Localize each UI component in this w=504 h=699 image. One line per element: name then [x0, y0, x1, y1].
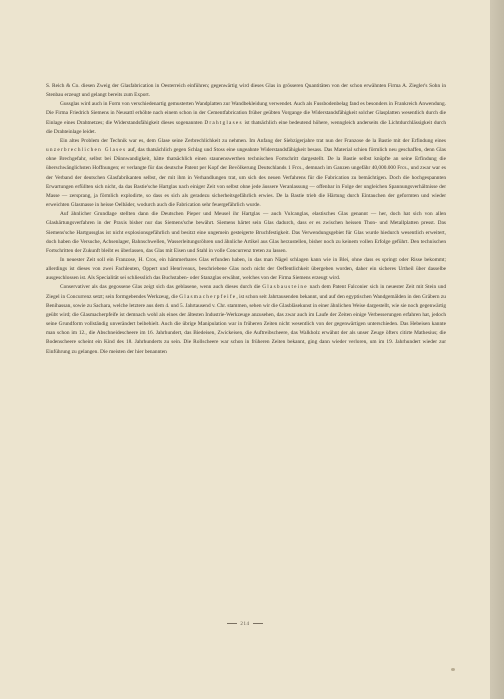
paragraph	[46, 283, 446, 356]
paragraph	[46, 256, 446, 283]
text-run: Auf ähnlicher Grundlage stellten dann die Deutschen Pieper und Meusel ihr Hartglas — auch Vulcanglas, elastisches Glas genannt — her, doch hat sich von allen Glashärtungsverfahren in der Praxis bisher nur das Siemens'sche bewährt. Siemens härtet sein Glas dadurch, dass er es zwischen heissen Thon- und Metallplatten presst. Das Siemens'sche Hartgussglas ist nicht explosionsgefährlich und besitzt eine ungemein gesteigerte Bruchfestigkeit. Das Verwendungsgebiet für Glas wurde hiedurch wesentlich erweitert, doch haben die Versuche, Achsenlager, Bahnschwellen, Wasserleitungsröhren und ähnliche Artikel aus Glas herzustellen, bisher noch zu keinem vollen Erfolge geführt. Den technischen Fortschritten der Zukunft bleibt es überlassen, das Glas mit Eisen und Stahl in volle Concurrenz treten zu lassen.	[46, 211, 446, 254]
footer-dash-right	[253, 623, 263, 624]
page-edge	[490, 0, 504, 699]
text-run: In neuester Zeit soll ein Franzose, H. Cros, ein hämmerbares Glas erfunden haben, in das man Nägel schlagen kann wie in Blei, ohne dass es springt oder Risse bekommt; allerdings ist dieses von zwei Fachleuten, Oppert und Henriveaux, beschriebene Glas noch nicht der Oeffentlichkeit übergeben worden, daher ein sicheres Urtheil über dasselbe ausgeschlossen ist. Als Specialität sei schliesslich das Buchstaben- oder Stanzglas erwähnt, welches von der Firma Siemens erzeugt wird.	[46, 256, 446, 282]
body-text	[46, 82, 446, 357]
text-run: Ein altes Problem der Technik war es, dem Glase seine Zerbrechlichkeit zu nehmen. Im Anfang der Siebzigerjahre trat nun der Franzose de la Bastie mit der Erfindung eines	[60, 137, 446, 144]
footer-dash-left	[227, 623, 237, 624]
paragraph	[46, 82, 446, 100]
paragraph	[46, 100, 446, 137]
text-run: , ist schon seit Jahrtausenden bekannt, und auf den egyptischen Wandgemälden in den Gräbern zu Benihassan, sowie zu Sachara, welche letztere aus dem 4. und 5. Jahrtausend v. Chr. stammen, sehen wir die Glasbläsekunst in einer ähnlichen Weise dargestellt, wie sie noch gegenwärtig geübt wird; die Glasmacherpfeife ist demnach wohl als eines der ältesten Industrie-Werkzeuge anzusehen, das zwar auch im Laufe der Zeiten einige Verbesserungen erfahren hat, jedoch seine Grundform vollständig unverändert beibehielt. Auch die übrige Manipulation war in früheren Zeiten nicht wesentlich von der gegenwärtigen unterschieden. Das Hebeisen kannte man schon im 12., die Abschneidescheere im 16. Jahrhundert, das Biedeisen, Zwickeisen, die Auftreibscheere, das Walkholz erwähnt der als unser Zeuge öfters citirte Mathesius; die Bodenscheere scheint ein Kind des 18. Jahrhunderts zu sein. Die Rollscheere war schon in früheren Zeiten bekannt, ging dann wieder verloren, um im 19. Jahrhundert wieder zur Einführung zu gelangen. Die meisten der hier benannten	[46, 293, 446, 355]
paper-spot	[451, 668, 455, 671]
text-run: ist thatsächlich eine bedeutend höhere, wenngleich anderseits die Lichtdurchlässigkeit durch die Drahteinlage leidet.	[46, 119, 446, 135]
page-number: 214	[240, 622, 250, 627]
text-run: nach dem Patent Falconier sich in neuester Zeit mit Stein und Ziegel in Concurrenz setzt; sein formgebendes Werkzeug, die	[46, 284, 446, 300]
emphasized-term: Drahtglases	[204, 119, 243, 126]
emphasized-term: unzerbrechlichen Glases	[46, 147, 127, 154]
text-run: Conservativer als das gegossene Glas zeigt sich das geblasene, wenn auch dieses durch die	[60, 284, 263, 291]
text-run: Gussglas wird auch in Form von verschiedenartig gemusterten Wandplatten zur Wandbekleidung verwendet. Auch als Fussbodenbelag fand es besonders in Frankreich Anwendung. Die Firma Friedrich Siemens in Neusattl erhöhte nach einem schon in der Cementfabrication früher geübten Vorgange die Widerstandsfähigkeit solcher Glasplatten wesentlich durch die Einlage eines Drahtnetzes; die Widerstandsfähigkeit dieses sogenannten	[46, 101, 446, 126]
text-run: S. Reich & Co. diesen Zweig der Glasfabrication in Oesterreich einführen; gegenwärtig wird dieses Glas in grösseren Quantitäten von der schon erwähnten Firma A. Ziegler's Sohn in Stenbau erzeugt und gelangt bereits zum Export.	[46, 83, 446, 99]
emphasized-term: Glasbausteine	[262, 284, 308, 291]
page-footer	[0, 622, 490, 627]
paragraph	[46, 210, 446, 256]
emphasized-term: Glasmacherpfeife	[179, 293, 237, 300]
text-run: auf, das thatsächlich gegen Schlag und Stoss eine ungeahnte Widerstandsfähigkeit besass. Das Material schien förmlich neu geschaffen, denn Glas ohne Brechgefahr, selbst bei Dünnwandigkeit, hätte thatsächlich einen staunenswerthen technischen Fortschritt dargestellt. De la Bastie selbst knüpfte an seine Erfindung die überschwänglichsten Hoffnungen; er verlangte für das deutsche Patent per Kopf der Bevölkerung Deutschlands 1 Frcs., demnach im Ganzen ungefähr 40,000.000 Frcs., und zwar war es der Verband der deutschen Glasfabrikanten selbst, der mit ihm in Verhandlungen trat, um sich des neuen Verfahrens für die Fabrication zu bemächtigen. Doch die hochgespannten Erwartungen erfüllten sich nicht, da das Bastie'sche Hartglas nach einiger Zeit von selbst ohne jede äussere Veranlassung — offenbar in Folge der ungleichen Spannungsverhältnisse der Masse — zersprang, ja förmlich explodirte, so dass es sich als geradezu sicherheitsgefährlich erwies. De la Bastie trieb die Härtung durch Eintauchen der geformten und wieder erweichten Glasmasse in heisse Oelbäder, wodurch auch die Fabrication sehr feuergefährlich wurde.	[46, 147, 446, 209]
paragraph	[46, 137, 446, 210]
